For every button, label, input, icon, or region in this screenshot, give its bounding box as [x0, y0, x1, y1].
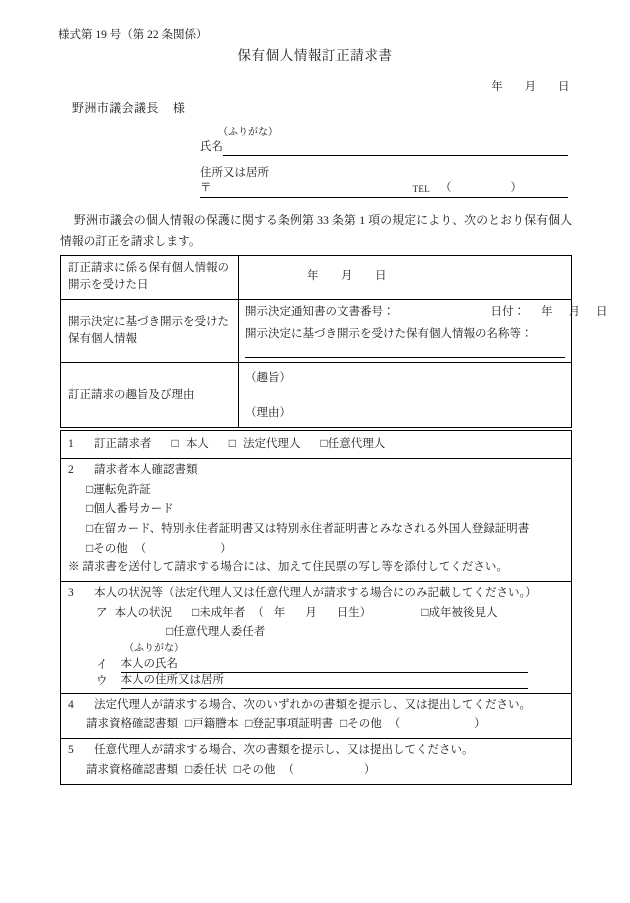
checkbox-icon[interactable]: □: [86, 481, 94, 496]
item1-option-voluntary-agent[interactable]: 任意代理人: [327, 438, 386, 450]
received-month: 月: [341, 270, 353, 283]
item5-option-power-of-attorney[interactable]: 委任状: [192, 764, 227, 777]
item4-other-close-paren: ）: [474, 718, 486, 731]
checkbox-icon[interactable]: □: [233, 762, 241, 777]
item1-number: 1: [68, 438, 74, 450]
disclosure-year: 年: [541, 305, 553, 318]
item5-label: 任意代理人が請求する場合、次の書類を提示し、又は提出してください。: [94, 744, 474, 757]
table-row: [61, 363, 572, 428]
received-day: 日: [375, 270, 387, 283]
item3-sub-b-label: 本人の氏名: [121, 657, 179, 673]
reason-label: （理由）: [245, 406, 291, 419]
item1-label: 訂正請求者: [94, 438, 152, 450]
checkbox-icon[interactable]: □: [171, 436, 179, 450]
item3-person-name-input[interactable]: [178, 657, 528, 673]
table-row: [61, 431, 572, 459]
item2-option-residence-card[interactable]: 在留カード、特別永住者証明書又は特別永住者証明書とみなされる外国人登録証明書: [93, 523, 530, 536]
received-date-label: 訂正請求に係る保有個人情報の開示を受けた日: [61, 256, 239, 300]
table-row: [61, 693, 572, 739]
item3-minor-open-paren: （: [252, 606, 264, 619]
item5-option-other[interactable]: その他: [241, 764, 276, 777]
item2-cell: [61, 458, 572, 581]
addressee: [72, 99, 185, 118]
checkbox-icon[interactable]: □: [421, 604, 429, 619]
item2-other-close-paren: ）: [220, 543, 232, 556]
item3-option-delegator[interactable]: 任意代理人委任者: [173, 626, 266, 639]
disclosure-table: [60, 255, 608, 428]
address-field-row: [200, 181, 568, 198]
item2-other-open-paren: （: [134, 543, 147, 556]
item3-sub-b-marker: イ: [96, 658, 108, 671]
checkbox-icon[interactable]: □: [192, 604, 200, 619]
item3-option-adult-ward[interactable]: 成年被後見人: [428, 606, 498, 619]
item3-cell: [61, 581, 572, 693]
statement-paragraph: 野洲市議会の個人情報の保護に関する条例第 33 条第 1 項の規定により、次のとおり保有個人情報の訂正を請求します。: [60, 213, 572, 248]
item4-option-registry-certificate[interactable]: 登記事項証明書: [252, 718, 333, 731]
item1-option-legal-agent[interactable]: 法定代理人: [243, 438, 301, 450]
addressee-honorific: 様: [172, 101, 186, 115]
address-label: 住所又は居所: [200, 166, 269, 179]
checkbox-icon[interactable]: □: [166, 624, 174, 639]
item4-other-open-paren: （: [388, 718, 401, 731]
purpose-label: （趣旨）: [245, 371, 291, 384]
item3-sub-c-marker: ウ: [96, 674, 108, 687]
disclosure-day: 日: [596, 305, 608, 318]
item2-number: 2: [68, 463, 74, 476]
item3-birth-day: 日生）: [336, 606, 372, 619]
checkbox-icon[interactable]: □: [340, 716, 348, 731]
received-year: 年: [307, 270, 319, 283]
table-row: [61, 458, 572, 581]
submission-date-year: 年: [491, 81, 504, 93]
item3-furigana-label: （ふりがな）: [124, 643, 184, 655]
item2-note: ※ 請求書を送付して請求する場合には、加えて住民票の写し等を添付してください。: [68, 560, 508, 573]
received-date-value[interactable]: [239, 256, 572, 300]
disclosed-info-value[interactable]: [239, 299, 608, 363]
item2-option-my-number-card[interactable]: 個人番号カード: [93, 503, 174, 516]
disclosure-month: 月: [568, 305, 580, 318]
item2-label: 請求者本人確認書類: [94, 463, 198, 476]
item3-birth-year: 年: [273, 606, 286, 619]
checkbox-icon[interactable]: □: [228, 436, 236, 450]
item5-number: 5: [68, 744, 74, 757]
item3-label: 本人の状況等（法定代理人又は任意代理人が請求する場合にのみ記載してください。）: [94, 586, 537, 599]
table-row: [61, 299, 572, 363]
zip-symbol: 〒: [200, 182, 212, 195]
item3-birthdate-input[interactable]: [264, 607, 382, 619]
item3-sub-c-label: 本人の住所又は居所: [121, 673, 225, 689]
name-furigana-label: （ふりがな）: [218, 127, 278, 138]
tel-input[interactable]: （ ）: [440, 182, 534, 195]
item3-number: 3: [68, 586, 74, 599]
disclosure-date-label: 日付：: [490, 305, 525, 318]
item4-option-other[interactable]: その他: [347, 718, 382, 731]
table-row: [61, 739, 572, 785]
item5-other-open-paren: （: [282, 764, 294, 777]
item2-option-other[interactable]: その他: [93, 543, 128, 556]
disclosed-info-label: 開示決定に基づき開示を受けた保有個人情報: [61, 299, 239, 363]
checkbox-icon[interactable]: □: [86, 541, 94, 556]
checkbox-icon[interactable]: □: [86, 501, 94, 516]
checkbox-icon[interactable]: □: [245, 716, 253, 731]
checkbox-icon[interactable]: □: [185, 762, 193, 777]
item4-number: 4: [68, 698, 74, 711]
item3-option-minor[interactable]: 未成年者: [199, 606, 246, 619]
applicant-block: [200, 126, 568, 198]
item3-person-address-input[interactable]: [224, 673, 528, 689]
doc-number-label: 開示決定通知書の文書番号：: [245, 305, 395, 318]
name-field-row: [200, 140, 568, 156]
item4-option-family-register[interactable]: 戸籍謄本: [192, 718, 239, 731]
item3-sub-a-marker: ア: [96, 606, 108, 619]
checkbox-icon[interactable]: □: [320, 436, 328, 450]
addressee-name: 野洲市議会議長: [72, 101, 159, 115]
disclosed-info-name-label: 開示決定に基づき開示を受けた保有個人情報の名称等：: [245, 326, 565, 358]
item4-doc-label: 請求資格確認書類: [86, 718, 178, 731]
item3-birth-month: 月: [305, 606, 317, 619]
item1-cell: [61, 431, 572, 459]
item5-cell: [61, 739, 572, 785]
submission-date-line: [491, 78, 570, 96]
name-input[interactable]: [223, 141, 568, 156]
form-number: 様式第 19 号（第 22 条関係）: [58, 29, 208, 41]
purpose-reason-label: 訂正請求の趣旨及び理由: [61, 363, 239, 428]
item1-option-self[interactable]: 本人: [185, 438, 209, 450]
table-row: [61, 581, 572, 693]
page-title: 保有個人情報訂正請求書: [237, 48, 393, 63]
checkbox-icon[interactable]: □: [185, 716, 193, 731]
item5-doc-label: 請求資格確認書類: [86, 764, 178, 777]
item2-option-drivers-license[interactable]: 運転免許証: [93, 483, 151, 496]
item4-label: 法定代理人が請求する場合、次のいずれかの書類を提示し、又は提出してください。: [94, 698, 531, 711]
item5-other-close-paren: ）: [364, 764, 376, 777]
requester-table: [60, 430, 572, 785]
item3-sub-a-label: 本人の状況: [114, 606, 172, 619]
checkbox-icon[interactable]: □: [86, 521, 94, 536]
name-label: 氏名: [200, 141, 223, 153]
submission-date-month: 月: [524, 81, 537, 93]
item4-cell: [61, 693, 572, 739]
submission-date-day: 日: [558, 81, 570, 93]
tel-label: TEL: [412, 184, 430, 195]
purpose-reason-value[interactable]: [239, 363, 572, 428]
table-row: [61, 256, 572, 300]
